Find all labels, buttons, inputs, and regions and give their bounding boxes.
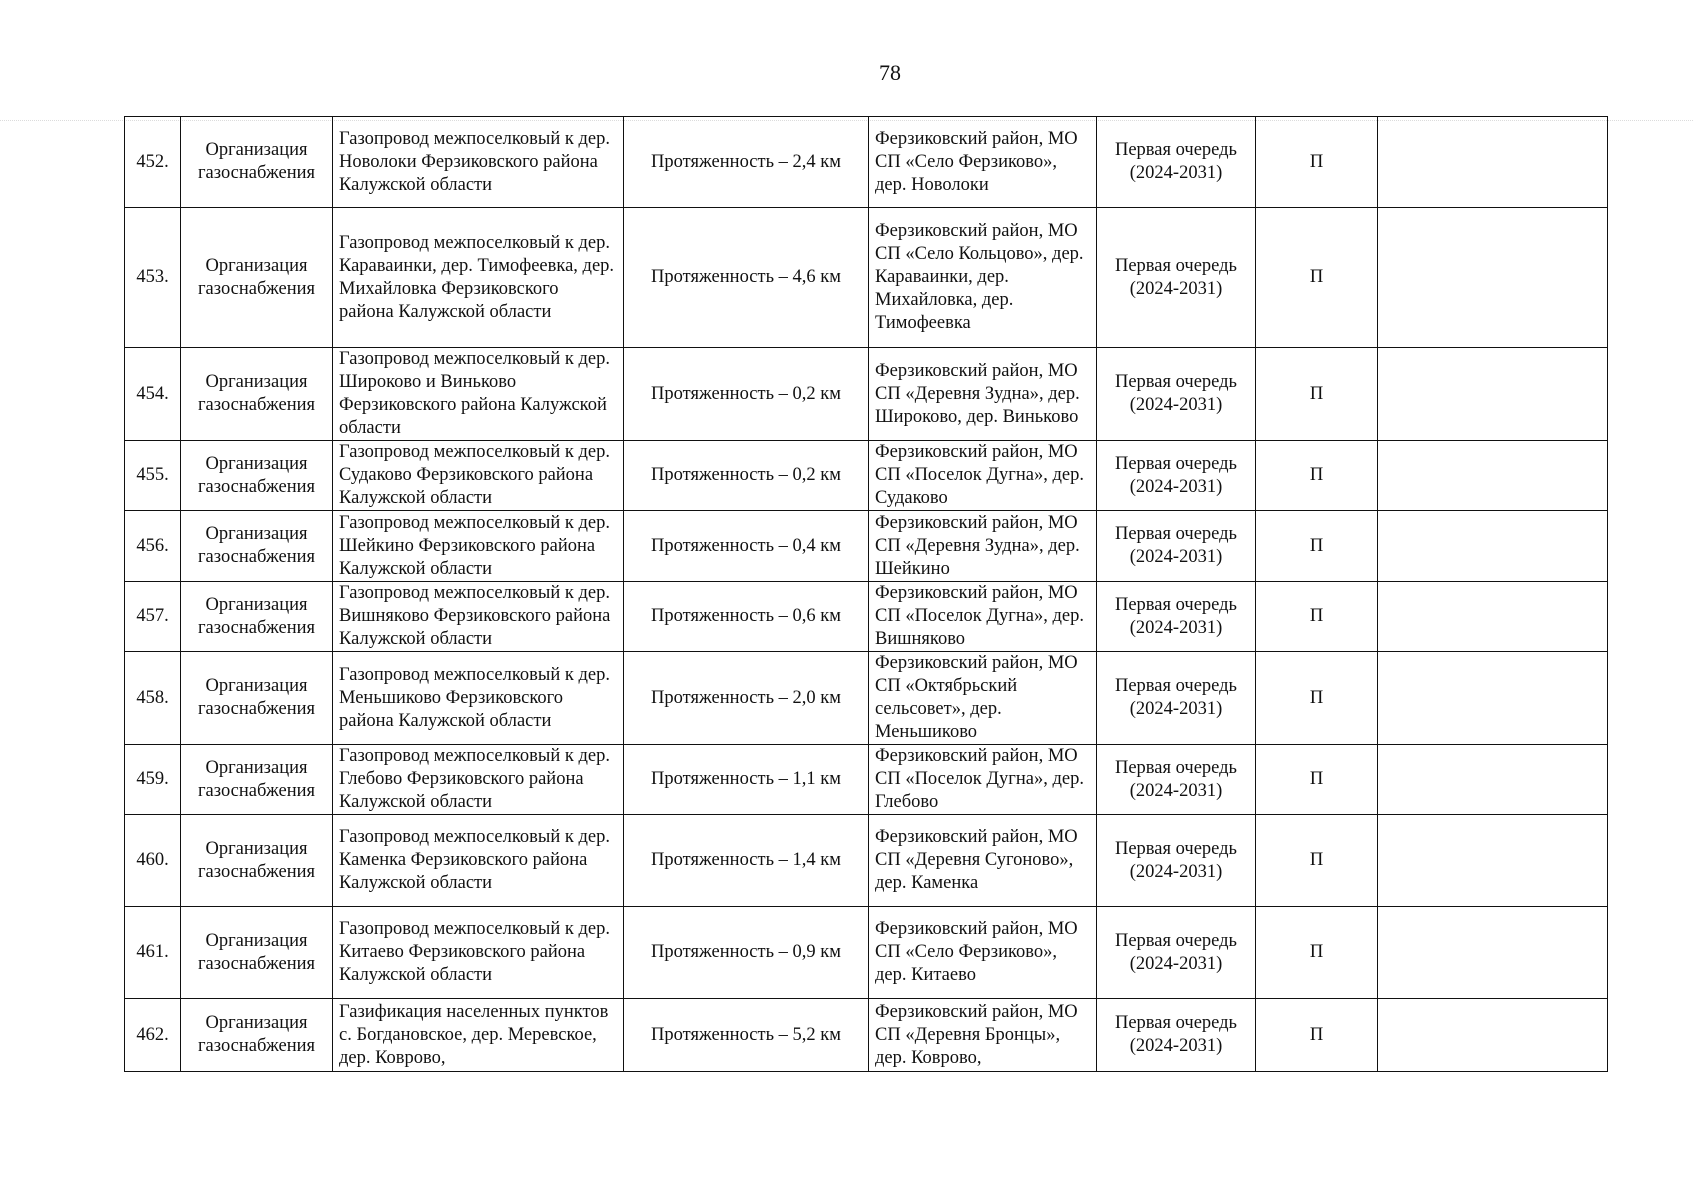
cell-empty: [1378, 745, 1608, 815]
cell-stage: Первая очередь (2024-2031): [1097, 652, 1256, 745]
cell-num: 460.: [125, 815, 181, 907]
cell-type: Организация газоснабжения: [181, 582, 333, 652]
cell-empty: [1378, 511, 1608, 582]
cell-num: 458.: [125, 652, 181, 745]
cell-type: Организация газоснабжения: [181, 745, 333, 815]
cell-type: Организация газоснабжения: [181, 652, 333, 745]
table-row: [125, 815, 1608, 907]
cell-empty: [1378, 652, 1608, 745]
cell-loc: Ферзиковский район, МО СП «Деревня Зудна», дер. Широково, дер. Виньково: [869, 348, 1097, 441]
cell-char: Протяженность – 1,1 км: [624, 745, 869, 815]
cell-num: 462.: [125, 999, 181, 1072]
cell-mark: П: [1256, 745, 1378, 815]
cell-stage: Первая очередь (2024-2031): [1097, 745, 1256, 815]
cell-empty: [1378, 117, 1608, 208]
cell-stage: Первая очередь (2024-2031): [1097, 208, 1256, 348]
cell-type: Организация газоснабжения: [181, 907, 333, 999]
table-row: [125, 208, 1608, 348]
cell-empty: [1378, 907, 1608, 999]
cell-name: Газопровод межпоселковый к дер. Широково и Виньково Ферзиковского района Калужской области: [333, 348, 624, 441]
cell-type: Организация газоснабжения: [181, 999, 333, 1072]
cell-name: Газопровод межпоселковый к дер. Вишняково Ферзиковского района Калужской области: [333, 582, 624, 652]
cell-mark: П: [1256, 117, 1378, 208]
cell-type: Организация газоснабжения: [181, 117, 333, 208]
cell-num: 454.: [125, 348, 181, 441]
cell-char: Протяженность – 0,4 км: [624, 511, 869, 582]
table-row: [125, 652, 1608, 745]
cell-loc: Ферзиковский район, МО СП «Деревня Бронцы», дер. Коврово,: [869, 999, 1097, 1072]
cell-loc: Ферзиковский район, МО СП «Поселок Дугна», дер. Глебово: [869, 745, 1097, 815]
cell-char: Протяженность – 2,0 км: [624, 652, 869, 745]
cell-type: Организация газоснабжения: [181, 511, 333, 582]
cell-name: Газопровод межпоселковый к дер. Китаево Ферзиковского района Калужской области: [333, 907, 624, 999]
cell-num: 457.: [125, 582, 181, 652]
table-row: [125, 907, 1608, 999]
cell-char: Протяженность – 0,2 км: [624, 441, 869, 511]
table-row: [125, 117, 1608, 208]
cell-char: Протяженность – 2,4 км: [624, 117, 869, 208]
cell-mark: П: [1256, 815, 1378, 907]
cell-name: Газификация населенных пунктов с. Богдановское, дер. Меревское, дер. Коврово,: [333, 999, 624, 1072]
gas-supply-objects-table: [124, 116, 1608, 1072]
table-row: [125, 582, 1608, 652]
cell-stage: Первая очередь (2024-2031): [1097, 511, 1256, 582]
cell-mark: П: [1256, 208, 1378, 348]
cell-num: 455.: [125, 441, 181, 511]
cell-char: Протяженность – 0,2 км: [624, 348, 869, 441]
cell-loc: Ферзиковский район, МО СП «Деревня Сугоново», дер. Каменка: [869, 815, 1097, 907]
cell-empty: [1378, 582, 1608, 652]
cell-char: Протяженность – 1,4 км: [624, 815, 869, 907]
cell-num: 452.: [125, 117, 181, 208]
cell-type: Организация газоснабжения: [181, 441, 333, 511]
cell-stage: Первая очередь (2024-2031): [1097, 907, 1256, 999]
cell-loc: Ферзиковский район, МО СП «Поселок Дугна», дер. Вишняково: [869, 582, 1097, 652]
cell-mark: П: [1256, 441, 1378, 511]
cell-stage: Первая очередь (2024-2031): [1097, 999, 1256, 1072]
cell-empty: [1378, 348, 1608, 441]
cell-name: Газопровод межпоселковый к дер. Судаково Ферзиковского района Калужской области: [333, 441, 624, 511]
cell-stage: Первая очередь (2024-2031): [1097, 117, 1256, 208]
cell-mark: П: [1256, 348, 1378, 441]
table-row: [125, 441, 1608, 511]
cell-mark: П: [1256, 999, 1378, 1072]
cell-empty: [1378, 999, 1608, 1072]
cell-char: Протяженность – 5,2 км: [624, 999, 869, 1072]
cell-char: Протяженность – 4,6 км: [624, 208, 869, 348]
page-number: 78: [879, 60, 901, 85]
cell-loc: Ферзиковский район, МО СП «Село Ферзиково», дер. Новолоки: [869, 117, 1097, 208]
cell-name: Газопровод межпоселковый к дер. Новолоки Ферзиковского района Калужской области: [333, 117, 624, 208]
cell-name: Газопровод межпоселковый к дер. Глебово Ферзиковского района Калужской области: [333, 745, 624, 815]
cell-num: 453.: [125, 208, 181, 348]
table-row: [125, 511, 1608, 582]
cell-name: Газопровод межпоселковый к дер. Шейкино Ферзиковского района Калужской области: [333, 511, 624, 582]
cell-loc: Ферзиковский район, МО СП «Октябрьский сельсовет», дер. Меньшиково: [869, 652, 1097, 745]
cell-loc: Ферзиковский район, МО СП «Деревня Зудна», дер. Шейкино: [869, 511, 1097, 582]
cell-loc: Ферзиковский район, МО СП «Село Ферзиково», дер. Китаево: [869, 907, 1097, 999]
cell-loc: Ферзиковский район, МО СП «Село Кольцово», дер. Караваинки, дер. Михайловка, дер. Тимофеевка: [869, 208, 1097, 348]
cell-empty: [1378, 208, 1608, 348]
cell-mark: П: [1256, 652, 1378, 745]
cell-char: Протяженность – 0,9 км: [624, 907, 869, 999]
cell-num: 461.: [125, 907, 181, 999]
cell-num: 456.: [125, 511, 181, 582]
cell-type: Организация газоснабжения: [181, 208, 333, 348]
cell-name: Газопровод межпоселковый к дер. Меньшиково Ферзиковского района Калужской области: [333, 652, 624, 745]
cell-mark: П: [1256, 907, 1378, 999]
cell-name: Газопровод межпоселковый к дер. Каменка Ферзиковского района Калужской области: [333, 815, 624, 907]
cell-num: 459.: [125, 745, 181, 815]
cell-empty: [1378, 815, 1608, 907]
cell-name: Газопровод межпоселковый к дер. Караваинки, дер. Тимофеевка, дер. Михайловка Ферзиковского района Калужской области: [333, 208, 624, 348]
cell-loc: Ферзиковский район, МО СП «Поселок Дугна», дер. Судаково: [869, 441, 1097, 511]
table-row: [125, 745, 1608, 815]
cell-stage: Первая очередь (2024-2031): [1097, 582, 1256, 652]
cell-type: Организация газоснабжения: [181, 815, 333, 907]
cell-stage: Первая очередь (2024-2031): [1097, 348, 1256, 441]
cell-stage: Первая очередь (2024-2031): [1097, 441, 1256, 511]
cell-empty: [1378, 441, 1608, 511]
table-row: [125, 999, 1608, 1072]
cell-type: Организация газоснабжения: [181, 348, 333, 441]
cell-mark: П: [1256, 511, 1378, 582]
cell-mark: П: [1256, 582, 1378, 652]
cell-stage: Первая очередь (2024-2031): [1097, 815, 1256, 907]
cell-char: Протяженность – 0,6 км: [624, 582, 869, 652]
table-row: [125, 348, 1608, 441]
